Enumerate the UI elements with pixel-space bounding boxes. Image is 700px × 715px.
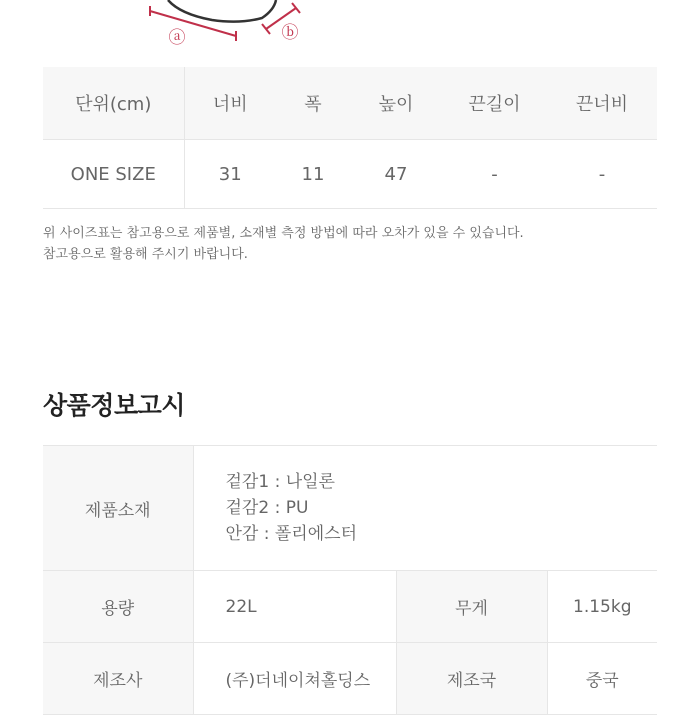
material-line-1: 겉감1 : 나일론 bbox=[225, 472, 335, 492]
table-row bbox=[43, 446, 657, 571]
table-row bbox=[43, 643, 657, 715]
bag-measure-diagram bbox=[140, 0, 320, 50]
size-table-header-row bbox=[43, 67, 657, 140]
size-header-strap-length: 끈길이 bbox=[442, 67, 547, 140]
material-value bbox=[193, 446, 657, 571]
size-note bbox=[43, 223, 663, 265]
table-row bbox=[43, 140, 657, 209]
marker-a: ⓐ bbox=[168, 28, 186, 48]
size-cell-name: ONE SIZE bbox=[43, 140, 184, 209]
size-header-depth: 폭 bbox=[276, 67, 350, 140]
size-header-height: 높이 bbox=[350, 67, 442, 140]
material-line-2: 겉감2 : PU bbox=[225, 498, 309, 518]
size-header-strap-width: 끈너비 bbox=[547, 67, 657, 140]
size-note-line-1: 위 사이즈표는 참고용으로 제품별, 소재별 측정 방법에 따라 오차가 있을 수 있습니다. bbox=[43, 226, 524, 241]
capacity-label: 용량 bbox=[43, 571, 193, 643]
size-cell-depth: 11 bbox=[276, 140, 350, 209]
country-value: 중국 bbox=[547, 643, 657, 715]
table-row bbox=[43, 571, 657, 643]
section-title: 상품정보고시 bbox=[43, 391, 185, 420]
size-cell-height: 47 bbox=[350, 140, 442, 209]
size-header-width: 너비 bbox=[184, 67, 276, 140]
weight-label: 무게 bbox=[396, 571, 547, 643]
capacity-value: 22L bbox=[193, 571, 396, 643]
country-label: 제조국 bbox=[396, 643, 547, 715]
maker-label: 제조사 bbox=[43, 643, 193, 715]
size-cell-width: 31 bbox=[184, 140, 276, 209]
weight-value: 1.15kg bbox=[547, 571, 657, 643]
product-info-table bbox=[43, 445, 657, 715]
size-note-line-2: 참고용으로 활용해 주시기 바랍니다. bbox=[43, 247, 248, 262]
size-cell-strap-width: - bbox=[547, 140, 657, 209]
marker-b: ⓑ bbox=[281, 23, 299, 43]
material-line-3: 안감 : 폴리에스터 bbox=[225, 524, 357, 544]
material-label: 제품소재 bbox=[43, 446, 193, 571]
bag-outline bbox=[168, 0, 276, 22]
maker-value: (주)더네이쳐홀딩스 bbox=[193, 643, 396, 715]
size-header-unit: 단위(cm) bbox=[43, 67, 184, 140]
size-table bbox=[43, 67, 657, 209]
size-cell-strap-length: - bbox=[442, 140, 547, 209]
